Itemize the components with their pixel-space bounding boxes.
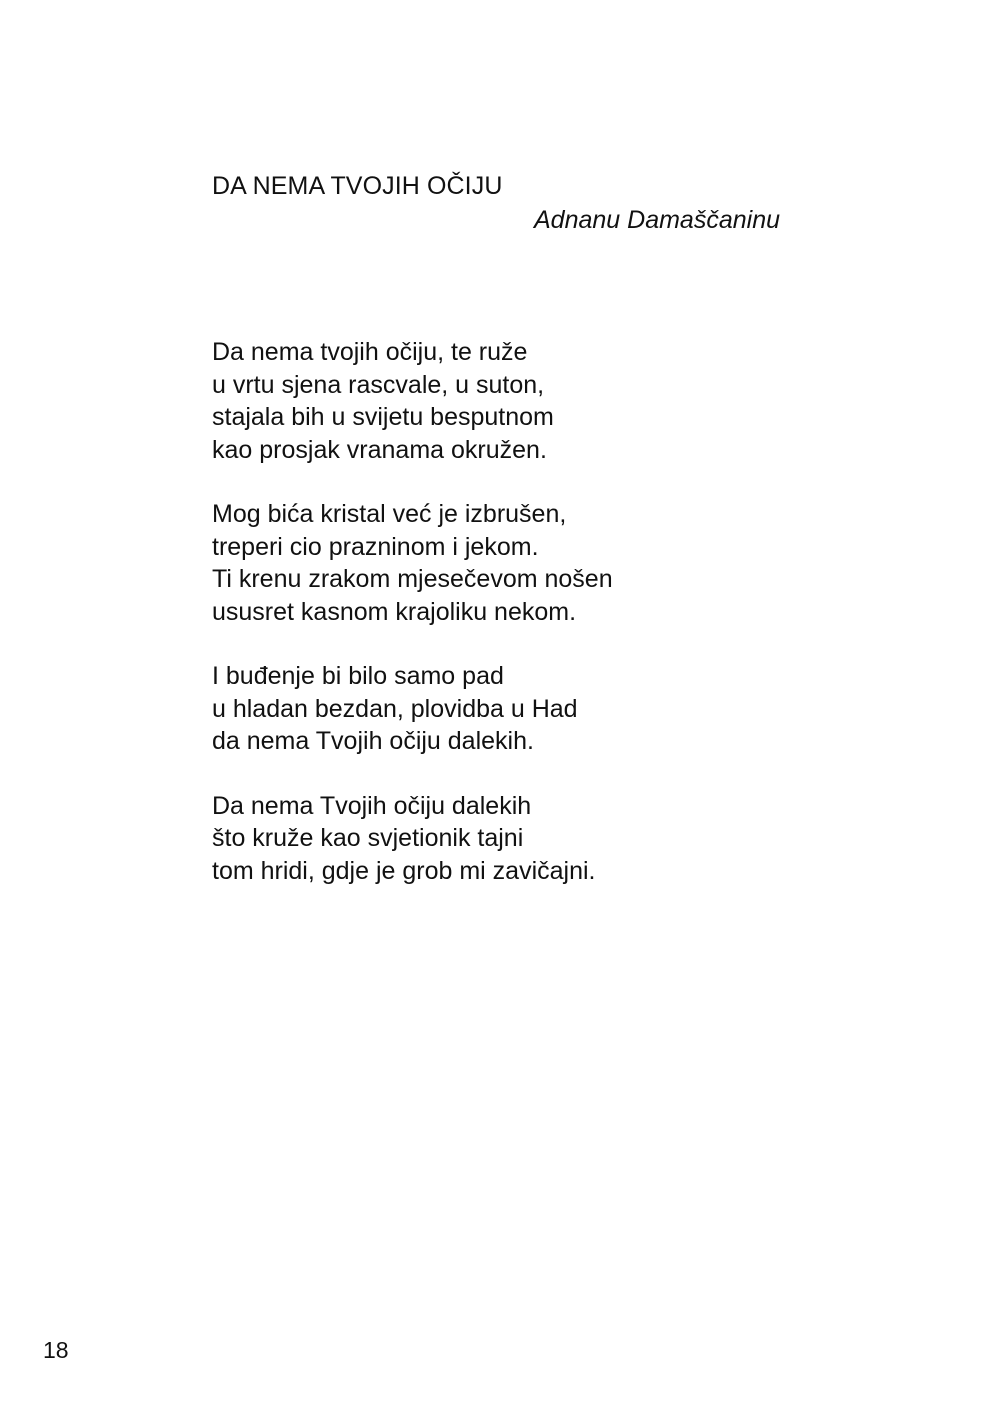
poem-line: I buđenje bi bilo samo pad — [212, 662, 504, 690]
poem-body — [212, 336, 812, 919]
poem-line: što kruže kao svjetionik tajni — [212, 824, 524, 852]
stanza-2 — [212, 498, 812, 628]
poem-line: kao prosjak vranama okružen. — [212, 435, 547, 464]
poem-line: ususret kasnom krajoliku nekom. — [212, 597, 577, 626]
poem-dedication: Adnanu Damaščaninu — [534, 206, 780, 234]
poem-line: stajala bih u svijetu besputnom — [212, 403, 554, 431]
stanza-1 — [212, 336, 812, 466]
page-number: 18 — [43, 1337, 69, 1363]
poem-line: u hladan bezdan, plovidba u Had — [212, 694, 578, 723]
poem-line: Da nema tvojih očiju, te ruže — [212, 338, 528, 366]
poem-title: DA NEMA TVOJIH OČIJU — [212, 172, 503, 200]
poem-line: treperi cio prazninom i jekom. — [212, 532, 539, 561]
poem-line: u vrtu sjena rascvale, u suton, — [212, 370, 545, 399]
stanza-4 — [212, 790, 812, 888]
poem-line: tom hridi, gdje je grob mi zavičajni. — [212, 856, 596, 885]
poem-line: Ti krenu zrakom mjesečevom nošen — [212, 565, 613, 593]
poem-line: da nema Tvojih očiju dalekih. — [212, 727, 534, 755]
poem-line: Mog bića kristal već je izbrušen, — [212, 500, 567, 528]
poem-line: Da nema Tvojih očiju dalekih — [212, 791, 532, 820]
stanza-3 — [212, 660, 812, 758]
